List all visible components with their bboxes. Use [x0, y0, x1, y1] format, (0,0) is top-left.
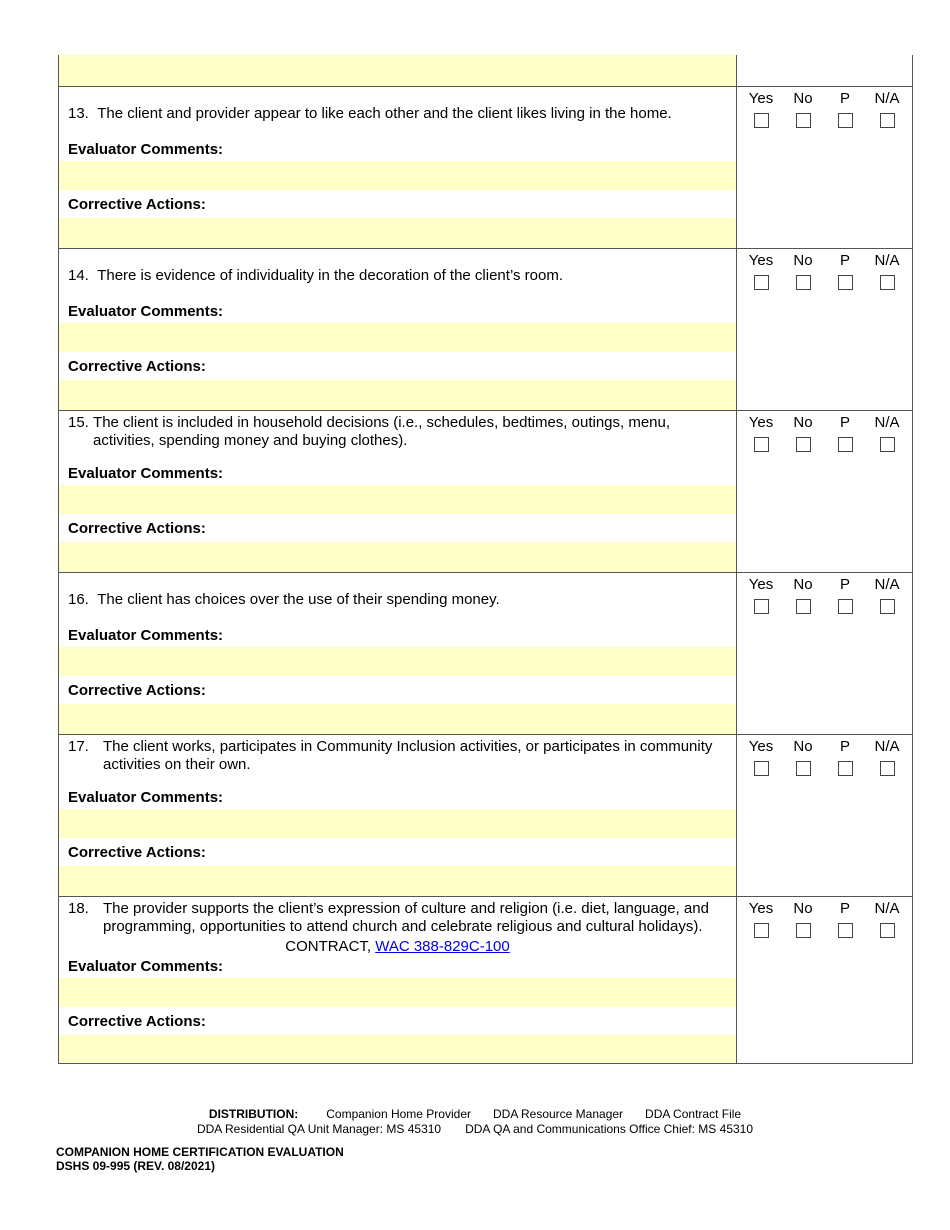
option-yes-label: Yes — [748, 576, 774, 593]
option-no-label: No — [793, 252, 813, 269]
distribution-recipient: DDA Contract File — [645, 1107, 742, 1121]
evaluator-comments-label: Evaluator Comments: — [68, 303, 224, 320]
distribution-recipient: DDA Resource Manager — [492, 1107, 624, 1121]
corrective-actions-field[interactable] — [59, 542, 736, 572]
na-checkbox[interactable] — [880, 923, 895, 938]
evaluator-comments-field[interactable] — [59, 161, 736, 190]
p-checkbox[interactable] — [838, 599, 853, 614]
option-no-label: No — [793, 738, 813, 755]
option-yes-label: Yes — [748, 900, 774, 917]
evaluator-comments-label: Evaluator Comments: — [68, 465, 224, 482]
no-checkbox[interactable] — [796, 761, 811, 776]
previous-item-stub — [59, 55, 912, 87]
option-na-label: N/A — [874, 576, 900, 593]
question-16: 16. The client has choices over the use of their spending money. — [68, 591, 500, 608]
question-18: 18. The provider supports the client’s expression of culture and religion (i.e. diet, language, and programming, opportunities to attend church and celebrate religious and cultural holidays). — [68, 900, 709, 935]
no-checkbox[interactable] — [796, 275, 811, 290]
corrective-actions-field[interactable] — [59, 218, 736, 248]
na-checkbox[interactable] — [880, 113, 895, 128]
option-p-label: P — [839, 90, 850, 107]
p-checkbox[interactable] — [838, 113, 853, 128]
option-no-label: No — [793, 576, 813, 593]
p-checkbox[interactable] — [838, 275, 853, 290]
option-p-label: P — [839, 576, 850, 593]
question-17: 17. The client works, participates in Community Inclusion activities, or participates in community activities on their own. — [68, 738, 713, 773]
option-yes-label: Yes — [748, 738, 774, 755]
contract-reference: CONTRACT, WAC 388-829C-100 — [285, 938, 510, 955]
evaluator-comments-field[interactable] — [59, 809, 736, 838]
question-14: 14. There is evidence of individuality in the decoration of the client’s room. — [68, 267, 564, 284]
item-16 — [59, 573, 912, 735]
distribution-label: DISTRIBUTION: — [208, 1107, 299, 1121]
evaluator-comments-field[interactable] — [59, 323, 736, 352]
option-yes-label: Yes — [748, 252, 774, 269]
option-yes-label: Yes — [748, 414, 774, 431]
option-na-label: N/A — [874, 252, 900, 269]
no-checkbox[interactable] — [796, 923, 811, 938]
na-checkbox[interactable] — [880, 275, 895, 290]
na-checkbox[interactable] — [880, 761, 895, 776]
item-17 — [59, 735, 912, 897]
option-p-label: P — [839, 738, 850, 755]
question-15: 15. The client is included in household decisions (i.e., schedules, bedtimes, outings, menu, activities, spending money and buying clothes). — [68, 414, 671, 449]
question-13: 13. The client and provider appear to like each other and the client likes living in the home. — [68, 105, 672, 122]
option-no-label: No — [793, 90, 813, 107]
distribution-recipient: Companion Home Provider — [326, 1107, 471, 1121]
option-p-label: P — [839, 414, 850, 431]
item-13 — [59, 87, 912, 249]
no-checkbox[interactable] — [796, 599, 811, 614]
p-checkbox[interactable] — [838, 761, 853, 776]
evaluation-form — [58, 55, 913, 1064]
corrective-actions-label: Corrective Actions: — [68, 681, 206, 699]
no-checkbox[interactable] — [796, 437, 811, 452]
evaluator-comments-label: Evaluator Comments: — [68, 958, 224, 975]
corrective-actions-label: Corrective Actions: — [68, 843, 206, 861]
na-checkbox[interactable] — [880, 599, 895, 614]
wac-link[interactable]: WAC 388-829C-100 — [375, 938, 510, 955]
option-na-label: N/A — [874, 414, 900, 431]
option-p-label: P — [839, 900, 850, 917]
option-no-label: No — [793, 414, 813, 431]
no-checkbox[interactable] — [796, 113, 811, 128]
distribution-line-1 — [0, 1107, 950, 1121]
yes-checkbox[interactable] — [754, 437, 769, 452]
option-na-label: N/A — [874, 90, 900, 107]
item-18 — [59, 897, 912, 1064]
corrective-actions-field[interactable] — [59, 866, 736, 896]
p-checkbox[interactable] — [838, 923, 853, 938]
evaluator-comments-label: Evaluator Comments: — [68, 789, 224, 806]
option-p-label: P — [839, 252, 850, 269]
corrective-actions-field[interactable] — [59, 1035, 736, 1063]
distribution-recipient: DDA Residential QA Unit Manager: MS 45310 — [196, 1122, 442, 1136]
evaluator-comments-field[interactable] — [59, 647, 736, 676]
option-yes-label: Yes — [748, 90, 774, 107]
evaluator-comments-label: Evaluator Comments: — [68, 141, 224, 158]
corrective-actions-label: Corrective Actions: — [68, 195, 206, 213]
yes-checkbox[interactable] — [754, 275, 769, 290]
corrective-actions-label: Corrective Actions: — [68, 519, 206, 537]
yes-checkbox[interactable] — [754, 923, 769, 938]
corrective-actions-field[interactable] — [59, 380, 736, 410]
yes-checkbox[interactable] — [754, 113, 769, 128]
corrective-actions-field[interactable] — [59, 704, 736, 734]
option-na-label: N/A — [874, 900, 900, 917]
corrective-actions-field[interactable] — [59, 55, 736, 86]
corrective-actions-label: Corrective Actions: — [68, 357, 206, 375]
evaluator-comments-field[interactable] — [59, 978, 736, 1007]
yes-checkbox[interactable] — [754, 599, 769, 614]
item-15 — [59, 411, 912, 573]
yes-checkbox[interactable] — [754, 761, 769, 776]
corrective-actions-label: Corrective Actions: — [68, 1012, 206, 1030]
distribution-line-2 — [0, 1122, 950, 1136]
form-title: COMPANION HOME CERTIFICATION EVALUATION — [56, 1145, 344, 1159]
evaluator-comments-field[interactable] — [59, 485, 736, 514]
form-footer-title — [56, 1145, 344, 1173]
option-no-label: No — [793, 900, 813, 917]
na-checkbox[interactable] — [880, 437, 895, 452]
item-14 — [59, 249, 912, 411]
evaluator-comments-label: Evaluator Comments: — [68, 627, 224, 644]
form-number: DSHS 09-995 (REV. 08/2021) — [56, 1159, 215, 1173]
distribution-recipient: DDA QA and Communications Office Chief: MS 45310 — [465, 1122, 754, 1136]
p-checkbox[interactable] — [838, 437, 853, 452]
option-na-label: N/A — [874, 738, 900, 755]
